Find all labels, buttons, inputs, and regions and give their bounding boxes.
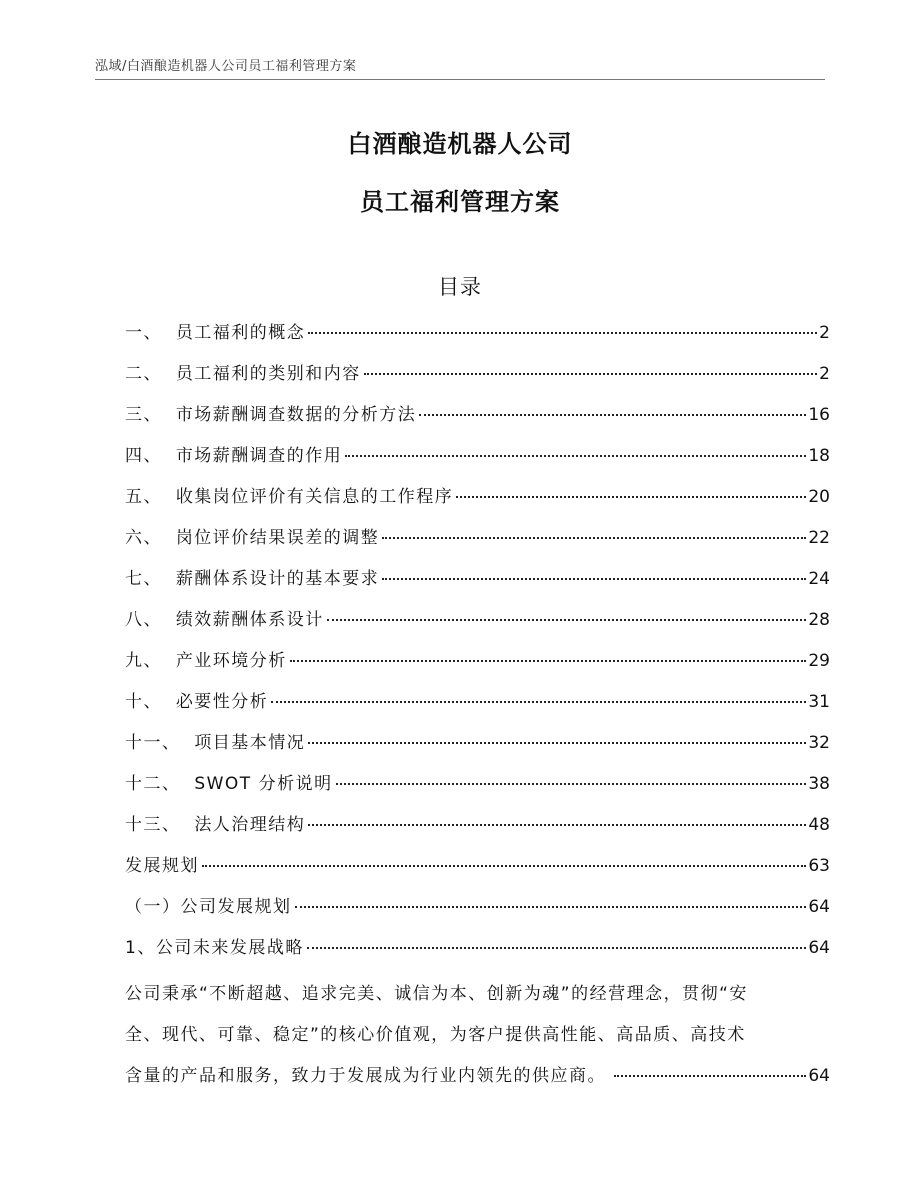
toc-page-number: 64 — [808, 938, 830, 958]
toc-page-number: 28 — [808, 610, 830, 630]
toc-entry[interactable] — [125, 933, 830, 974]
toc-entry-label: 发展规划 — [125, 856, 199, 876]
toc-page-number: 38 — [808, 774, 830, 794]
toc-entry-number: 七、 — [125, 569, 176, 589]
running-header: 泓域/白酒酿造机器人公司员工福利管理方案 — [95, 59, 357, 74]
toc-leader-dots — [308, 824, 806, 826]
table-of-contents — [125, 318, 830, 1097]
toc-paragraph-line1: 公司秉承“不断超越、追求完美、诚信为本、创新为魂”的经营理念，贯彻“安 — [125, 984, 748, 1004]
toc-entry[interactable] — [125, 851, 830, 892]
toc-entry[interactable] — [125, 728, 830, 769]
toc-entry-number: 十、 — [125, 692, 176, 712]
toc-entry-number: 八、 — [125, 610, 176, 630]
toc-leader-dots — [290, 660, 807, 662]
toc-entry[interactable] — [125, 482, 830, 523]
toc-page-number: 2 — [819, 364, 830, 384]
toc-page-number: 29 — [808, 651, 830, 671]
toc-paragraph-line2: 全、现代、可靠、稳定”的核心价值观，为客户提供高性能、高品质、高技术 — [125, 1025, 746, 1045]
toc-page-number: 64 — [808, 1066, 830, 1086]
toc-entry[interactable] — [125, 646, 830, 687]
toc-entry-label: 薪酬体系设计的基本要求 — [175, 569, 380, 589]
toc-entry-label: 绩效薪酬体系设计 — [175, 610, 324, 630]
toc-entry-number: 一、 — [125, 323, 176, 343]
toc-heading: 目录 — [438, 275, 482, 299]
toc-page-number: 24 — [808, 569, 830, 589]
toc-entry-label: 必要性分析 — [175, 692, 269, 712]
toc-leader-dots — [419, 414, 806, 416]
toc-leader-dots — [308, 332, 817, 334]
toc-entry[interactable] — [125, 441, 830, 482]
toc-page-number: 2 — [819, 323, 830, 343]
toc-leader-dots — [295, 906, 807, 908]
toc-entry[interactable] — [125, 605, 830, 646]
toc-leader-dots — [345, 455, 806, 457]
toc-entry-label: （一）公司发展规划 — [125, 897, 292, 917]
toc-entry-label: 岗位评价结果误差的调整 — [175, 528, 380, 548]
toc-entry[interactable] — [125, 892, 830, 933]
toc-entry-number: 九、 — [125, 651, 176, 671]
toc-entry-label: 员工福利的概念 — [175, 323, 306, 343]
toc-entry-number: 六、 — [125, 528, 176, 548]
toc-entry-label: 产业环境分析 — [175, 651, 287, 671]
toc-entry[interactable] — [125, 687, 830, 728]
header-rule — [95, 79, 825, 80]
toc-page-number: 48 — [808, 815, 830, 835]
toc-entry-number: 十三、 — [125, 815, 195, 835]
toc-entry-label: 法人治理结构 — [194, 815, 306, 835]
toc-entry-label: 员工福利的类别和内容 — [175, 364, 361, 384]
document-title-line2: 员工福利管理方案 — [360, 188, 560, 216]
toc-entry[interactable] — [125, 564, 830, 605]
toc-entry[interactable] — [125, 523, 830, 564]
toc-entry[interactable] — [125, 400, 830, 441]
toc-entry-number: 五、 — [125, 487, 176, 507]
toc-page-number: 32 — [808, 733, 830, 753]
toc-entry[interactable] — [125, 318, 830, 359]
toc-page-number: 31 — [808, 692, 830, 712]
toc-leader-dots — [202, 865, 806, 867]
toc-entry-label: 市场薪酬调查的作用 — [175, 446, 343, 466]
toc-leader-dots — [271, 701, 806, 703]
toc-entry-number: 三、 — [125, 405, 176, 425]
toc-entry-number: 十一、 — [125, 733, 195, 753]
toc-leader-dots — [364, 373, 817, 375]
toc-entry[interactable] — [125, 359, 830, 400]
toc-page-number: 16 — [808, 405, 830, 425]
toc-entry-number: 十二、 — [125, 774, 195, 794]
toc-entry-number: 二、 — [125, 364, 176, 384]
toc-entry-label: 市场薪酬调查数据的分析方法 — [175, 405, 417, 425]
toc-entry-label: 项目基本情况 — [194, 733, 306, 753]
toc-entry-label: 1、公司未来发展战略 — [125, 938, 304, 958]
toc-paragraph-line3: 含量的产品和服务，致力于发展成为行业内领先的供应商。 — [125, 1066, 606, 1086]
toc-leader-dots — [308, 742, 806, 744]
toc-leader-dots — [382, 537, 806, 539]
toc-leader-dots — [336, 783, 807, 785]
toc-leader-dots — [456, 496, 806, 498]
toc-page-number: 64 — [808, 897, 830, 917]
toc-page-number: 20 — [808, 487, 830, 507]
toc-leader-dots — [614, 1075, 806, 1077]
toc-entry-label: 收集岗位评价有关信息的工作程序 — [175, 487, 454, 507]
toc-entry[interactable] — [125, 810, 830, 851]
toc-page-number: 18 — [808, 446, 830, 466]
toc-leader-dots — [307, 947, 807, 949]
toc-page-number: 22 — [808, 528, 830, 548]
toc-leader-dots — [382, 578, 806, 580]
toc-leader-dots — [327, 619, 807, 621]
toc-entry-number: 四、 — [125, 446, 176, 466]
toc-page-number: 63 — [808, 856, 830, 876]
toc-entry[interactable] — [125, 769, 830, 810]
toc-entry-label: SWOT 分析说明 — [194, 774, 333, 794]
toc-entry-paragraph[interactable] — [125, 974, 830, 1097]
document-title-line1: 白酒酿造机器人公司 — [347, 130, 573, 158]
